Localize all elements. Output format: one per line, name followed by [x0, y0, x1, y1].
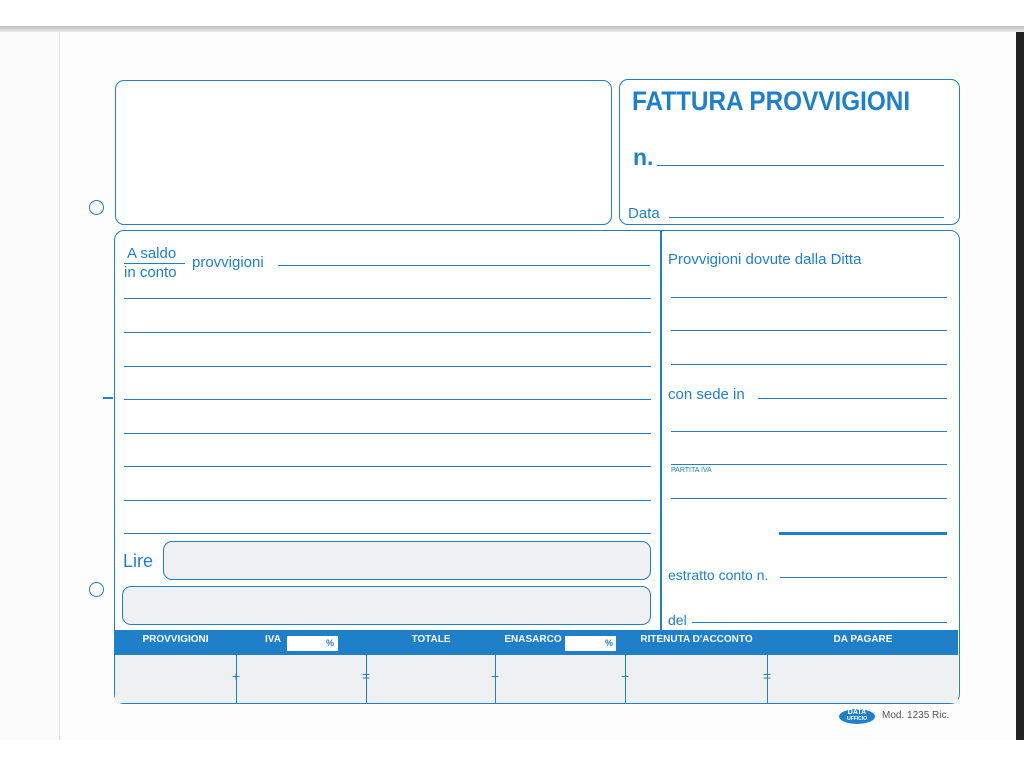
estratto-conto-field-line[interactable] — [780, 577, 947, 578]
enasarco-percent-sign: % — [605, 638, 614, 648]
date-label: Data — [628, 205, 660, 222]
sede-field-line[interactable] — [758, 398, 947, 399]
lire-amount-field[interactable] — [163, 541, 651, 580]
invoice-number-field[interactable] — [657, 165, 944, 166]
description-line[interactable] — [124, 399, 651, 400]
binder-hole-top — [89, 200, 104, 215]
description-line[interactable] — [124, 466, 651, 467]
provvigioni-field-line[interactable] — [278, 265, 650, 266]
con-sede-label: con sede in — [668, 386, 745, 403]
col-totale-header: TOTALE — [411, 634, 451, 645]
ditta-name-line[interactable] — [671, 297, 947, 298]
provvigioni-label: provvigioni — [192, 254, 264, 271]
plus-operator: + — [232, 668, 241, 684]
top-background — [0, 0, 1024, 34]
partita-iva-field-line[interactable] — [671, 498, 947, 499]
description-line[interactable] — [124, 332, 651, 333]
publisher-logo-text: DATA UFFICIO — [847, 709, 867, 722]
ditta-name-line[interactable] — [671, 364, 947, 365]
minus-operator: − — [621, 668, 630, 684]
lire-label: Lire — [123, 551, 154, 571]
model-code: Mod. 1235 Ric. — [882, 710, 950, 721]
fold-tick — [103, 397, 113, 399]
col-ritenuta-header: RITENUTA D'ACCONTO — [640, 634, 753, 645]
bottom-background — [0, 740, 1024, 768]
totals-values-row[interactable] — [115, 655, 958, 703]
address-line[interactable] — [671, 464, 947, 465]
address-line[interactable] — [671, 431, 947, 432]
main-divider — [660, 231, 662, 631]
right-edge — [1016, 32, 1024, 740]
estratto-conto-label: estratto conto n. — [668, 567, 769, 583]
date-field[interactable] — [669, 217, 944, 218]
description-line[interactable] — [124, 298, 651, 299]
provvigioni-dovute-label: Provvigioni dovute dalla Ditta — [668, 251, 862, 268]
a-saldo-label: A saldo — [127, 245, 177, 262]
invoice-number-label: n. — [633, 144, 654, 170]
signature-line[interactable] — [779, 532, 947, 535]
description-line[interactable] — [124, 533, 651, 534]
sender-box[interactable] — [115, 80, 612, 225]
binder-hole-bottom — [89, 582, 104, 597]
equals-operator: = — [362, 668, 371, 684]
minus-operator: − — [491, 668, 500, 684]
form-title: FATTURA PROVVIGIONI — [632, 86, 911, 116]
in-conto-label: in conto — [124, 264, 177, 281]
col-da-pagare-header: DA PAGARE — [833, 634, 893, 645]
col-provvigioni-header: PROVVIGIONI — [142, 634, 209, 645]
col-iva-header: IVA — [265, 634, 281, 645]
iva-percent-sign: % — [326, 638, 335, 648]
partita-iva-label: PARTITA IVA — [671, 467, 712, 474]
ditta-name-line[interactable] — [671, 330, 947, 331]
del-field-line[interactable] — [692, 622, 947, 623]
equals-operator: = — [763, 668, 772, 684]
col-enasarco-header: ENASARCO — [504, 634, 562, 645]
description-line[interactable] — [124, 500, 651, 501]
left-binding-margin — [0, 32, 60, 740]
lire-words-field[interactable] — [122, 586, 651, 625]
del-label: del — [668, 612, 687, 628]
description-line[interactable] — [124, 433, 651, 434]
description-line[interactable] — [124, 366, 651, 367]
